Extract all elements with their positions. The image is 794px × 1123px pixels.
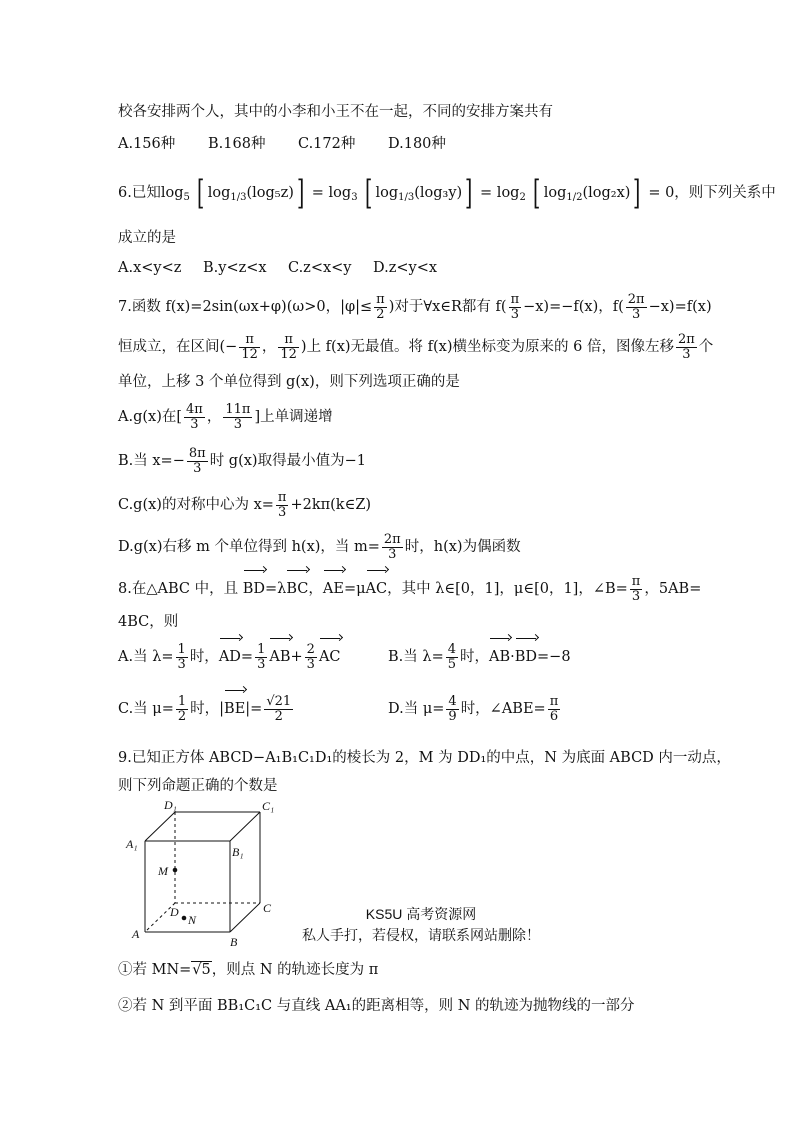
- q7-l2-b: ，: [261, 339, 277, 355]
- q6-choices: [118, 258, 437, 278]
- q8-frac-pi-3: $\frac{\pi}{3}$: [631, 573, 641, 604]
- q7-frac-pi-3: $\frac{\pi}{3}$: [510, 291, 520, 322]
- watermark-line1: KS5U 高考资源网: [365, 906, 477, 922]
- q7-line3: 单位，上移 3 个单位得到 g(x)，则下列选项正确的是: [118, 374, 460, 390]
- q5-choice-a: A.156种: [118, 136, 176, 152]
- q6-bracket-open-1: [: [197, 173, 205, 213]
- q5-choice-d: D.180种: [388, 136, 446, 152]
- mu-symbol: μ: [356, 581, 366, 597]
- q8-a-frac: $\frac{1}{3}$: [177, 641, 186, 672]
- watermark-line2: 私人手打，若侵权，请联系网站删除！: [302, 927, 540, 943]
- q7-frac-pi-2: $\frac{\pi}{2}$: [376, 291, 385, 322]
- q7-part-b: )对于∀x∈R都有 f(: [388, 299, 507, 315]
- q9-line1: 9.已知正方体 ABCD−A₁B₁C₁D₁的棱长为 2，M 为 DD₁的中点，N 为底面 ABCD 内一动点，: [118, 750, 731, 766]
- q8-part-d: ，5AB=: [644, 581, 702, 597]
- cube-figure: [120, 800, 290, 950]
- q6-inner2: log: [375, 185, 399, 201]
- q8-d-frac: $\frac{4}{9}$: [448, 693, 457, 724]
- q6-inner3-base: 1/2: [566, 192, 583, 203]
- q6-inner1-base: 1/3: [230, 192, 247, 203]
- vector-ae: AE: [323, 572, 344, 606]
- q7-option-d: [118, 530, 521, 564]
- q8-a-frac-b: $\frac{1}{3}$: [257, 641, 266, 672]
- point-n: [182, 916, 187, 921]
- q7-l2-c: )上 f(x)无最值。将 f(x)横坐标变为原来的 6 倍，图像左移: [300, 339, 674, 355]
- q7-l2-a: 恒成立，在区间(−: [118, 339, 238, 355]
- q7-c-text2: +2kπ(k∈Z): [290, 497, 372, 513]
- q7-frac-pi-3-c: $\frac{\pi}{3}$: [277, 489, 287, 520]
- q7-part-d: −x)=f(x): [648, 299, 712, 315]
- q7-l2-d: 个: [698, 339, 714, 355]
- q6-inner3-arg: (log₂x): [582, 185, 631, 201]
- q7-frac-pi-12-a: $\frac{\pi}{12}$: [241, 331, 258, 362]
- q6-choice-a: A.x<y<z: [118, 260, 182, 276]
- q7-part-c: −x)=−f(x)，f(: [523, 299, 624, 315]
- q8-a-text2: 时，: [189, 649, 219, 665]
- q8-a-text: A.当 λ=: [118, 649, 174, 665]
- q6-log5-base: 5: [183, 192, 190, 203]
- q7-d-text1: D.g(x)右移 m 个单位得到 h(x)，当 m=: [118, 539, 380, 555]
- q7-a-text1: A.g(x)在[: [118, 409, 183, 425]
- label-m: M: [158, 864, 168, 878]
- q6-eq-log3: = log: [311, 185, 352, 201]
- q7-part-a: 7.函数 f(x)=2sin(ωx+φ)(ω>0，|φ|≤: [118, 299, 373, 315]
- q5-choice-b: B.168种: [208, 136, 266, 152]
- q8-option-d: [388, 692, 562, 726]
- q6-line2: 成立的是: [118, 230, 176, 246]
- q8-b-text3: =−8: [537, 649, 571, 665]
- label-b: B: [230, 935, 238, 949]
- lambda-symbol: λ: [277, 581, 287, 597]
- label-d1: D₁: [164, 800, 177, 812]
- q8-option-c: C.当 μ= $\frac{1}{2}$ 时，|BE|= $\frac{√21}{2}$: [118, 692, 295, 726]
- q8-part-c: ，其中 λ∈[0，1]，μ∈[0，1]，∠B=: [387, 581, 628, 597]
- q6-inner3: log: [543, 185, 567, 201]
- vector-ad: AD: [219, 640, 241, 674]
- q7-frac-2pi-3-b: $\frac{2\pi}{3}$: [677, 331, 695, 362]
- proposition-2: ②若 N 到平面 BB₁C₁C 与直线 AA₁的距离相等，则 N 的轨迹为抛物线的一部分: [118, 998, 635, 1014]
- q8-a-frac-c: $\frac{2}{3}$: [306, 641, 315, 672]
- vector-ab: AB: [269, 640, 290, 674]
- vector-bd-2: BD: [515, 640, 537, 674]
- q7-option-b: [118, 444, 366, 478]
- q7-b-text1: B.当 x=−: [118, 453, 185, 469]
- q6-prefix: 6.已知log: [118, 185, 184, 201]
- q7-option-a: [118, 400, 333, 434]
- q8-d-text2: 时，∠ABE=: [460, 701, 546, 717]
- edge-c1-b1: [230, 812, 260, 841]
- q7-option-c: [118, 488, 371, 522]
- vector-ac-2: AC: [319, 640, 341, 674]
- q6-choice-b: B.y<z<x: [203, 260, 267, 276]
- q8-b-text2: 时，: [460, 649, 489, 665]
- q8-c-frac: $\frac{1}{2}$: [177, 693, 187, 724]
- q7-a-text2: ，: [206, 409, 222, 425]
- sqrt5: √5: [192, 962, 211, 978]
- vector-bc: BC: [286, 572, 308, 606]
- q6-inner2-arg: (log₃y): [414, 185, 463, 201]
- vector-bd: BD: [243, 572, 265, 606]
- q6-choice-d: D.z<y<x: [373, 260, 438, 276]
- q8-c-text2: 时，: [190, 701, 220, 717]
- q5-choice-c: C.172种: [298, 136, 356, 152]
- q8-c-text: C.当 μ=: [118, 701, 174, 717]
- q7-a-text3: ]上单调递增: [254, 409, 333, 425]
- q6-tail: = 0，则下列关系中: [648, 185, 776, 201]
- vector-ac: AC: [366, 572, 388, 606]
- label-d: D: [170, 905, 179, 919]
- q8-d-text: D.当 μ=: [388, 701, 445, 717]
- label-c: C: [263, 901, 272, 915]
- q6-statement: [118, 173, 776, 215]
- q6-inner2-base: 1/3: [398, 192, 415, 203]
- edge-a1-d1: [145, 812, 175, 841]
- q8-b-text: B.当 λ=: [388, 649, 444, 665]
- q8-b-frac: $\frac{4}{5}$: [447, 641, 456, 672]
- q7-frac-2pi-3: $\frac{2\pi}{3}$: [627, 291, 645, 322]
- q8-option-b: B.当 λ= $\frac{4}{5}$ 时，AB·BD=−8: [388, 640, 571, 674]
- p1-text2: ，则点 N 的轨迹长度为 π: [211, 962, 379, 978]
- label-n: N: [188, 913, 197, 927]
- proposition-1: [118, 960, 378, 980]
- q5-continuation: 校各安排两个人，其中的小李和小王不在一起，不同的安排方案共有: [118, 104, 553, 120]
- q8-c-frac-b: $\frac{√21}{2}$: [266, 693, 292, 724]
- q7-statement: [118, 290, 712, 324]
- q7-frac-8pi-3: $\frac{8\pi}{3}$: [188, 445, 206, 476]
- q6-eq-log2: = log: [480, 185, 520, 201]
- q6-log2-base: 2: [519, 192, 526, 203]
- label-b1: B₁: [232, 845, 244, 859]
- q8-line2: 4BC，则: [118, 614, 179, 630]
- q5-choices: [118, 134, 446, 154]
- q7-d-text2: 时，h(x)为偶函数: [404, 539, 521, 555]
- q6-bracket-open-3: [: [533, 173, 541, 213]
- q6-bracket-close-3: ]: [633, 173, 641, 213]
- q8-option-a: A.当 λ= $\frac{1}{3}$ 时，AD= $\frac{1}{3}$ AB+ $\frac{2}{3}$ AC: [118, 640, 341, 674]
- q6-bracket-open-2: [: [365, 173, 373, 213]
- q6-inner1: log: [207, 185, 231, 201]
- q8-part-a: 8.在△ABC 中，且: [118, 581, 239, 597]
- q6-choice-c: C.z<x<y: [288, 260, 352, 276]
- q7-b-text2: 时 g(x)取得最小值为−1: [209, 453, 366, 469]
- vector-be: BE: [224, 692, 245, 726]
- vector-ab-2: AB: [489, 640, 510, 674]
- label-c1: C₁: [262, 800, 275, 813]
- q7-frac-2pi-3-d: $\frac{2\pi}{3}$: [383, 531, 401, 562]
- q7-frac-4pi-3: $\frac{4\pi}{3}$: [186, 401, 203, 432]
- point-m: [173, 868, 178, 873]
- label-a: A: [132, 927, 140, 941]
- q6-bracket-close-2: ]: [465, 173, 473, 213]
- edge-c-b: [230, 903, 260, 932]
- q6-inner1-arg: (log₅z): [246, 185, 294, 201]
- q7-frac-pi-12-b: $\frac{\pi}{12}$: [280, 331, 297, 362]
- q8-d-frac-b: $\frac{\pi}{6}$: [549, 693, 559, 724]
- q8-part-b: ，: [308, 581, 323, 597]
- watermark: [296, 904, 546, 946]
- q7-line2: [118, 330, 713, 364]
- label-a1: A₁: [126, 837, 138, 851]
- q6-bracket-close-1: ]: [296, 173, 305, 213]
- p1-text: ①若 MN=: [118, 962, 192, 978]
- q7-c-text1: C.g(x)的对称中心为 x=: [118, 497, 274, 513]
- q9-line2: 则下列命题正确的个数是: [118, 778, 278, 794]
- q8-statement: 8.在△ABC 中，且 BD=λBC，AE=μAC，其中 λ∈[0，1]，μ∈[0，1]，∠B= $\frac{\pi}{3}$ ，5AB=: [118, 572, 701, 606]
- q6-log3-base: 3: [351, 192, 358, 203]
- q7-frac-11pi-3: $\frac{11\pi}{3}$: [225, 401, 251, 432]
